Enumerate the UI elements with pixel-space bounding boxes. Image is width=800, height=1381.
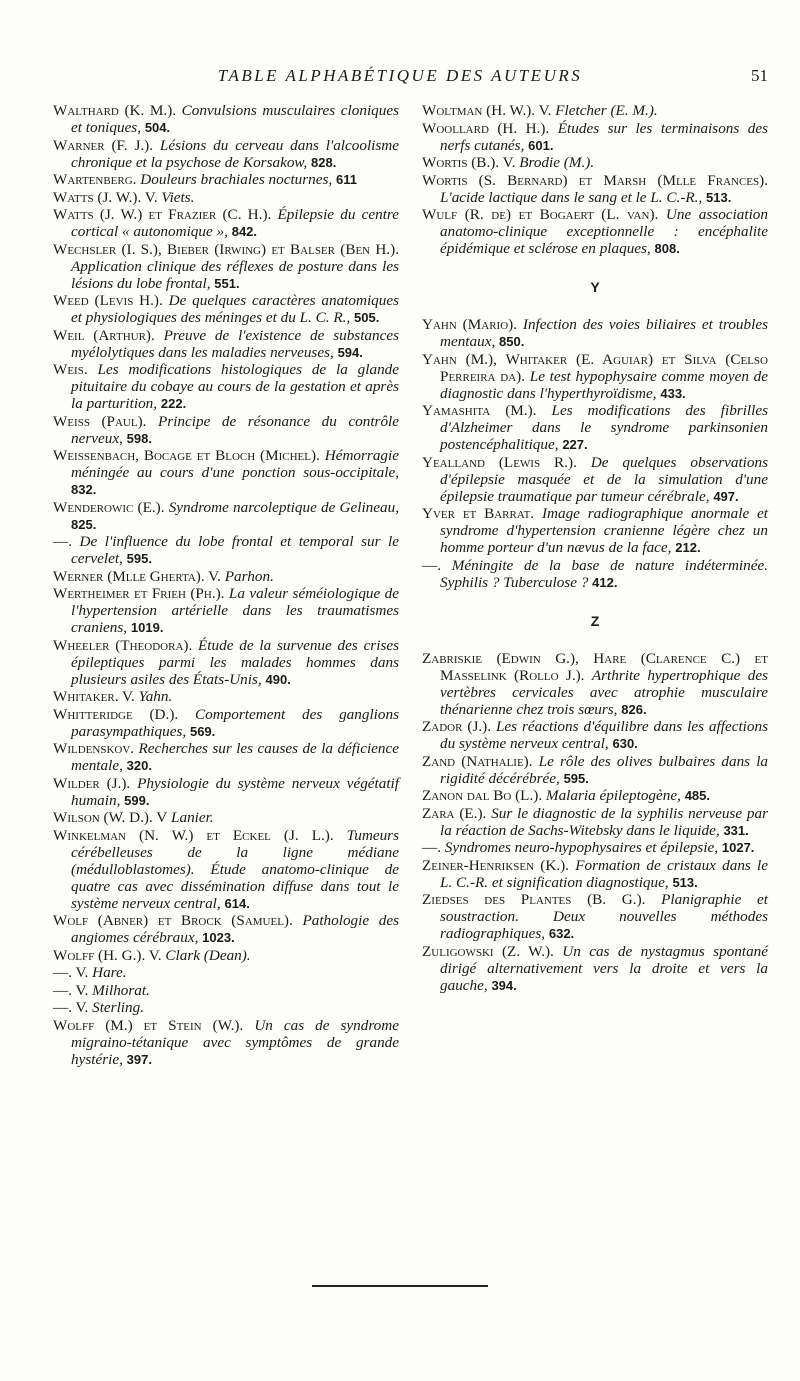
end-rule [312,1285,488,1287]
entry-page-ref: 594. [337,344,363,360]
entry-author: Wechsler (I. S.), Bieber (Irwing) et Balser (Ben H.). [53,240,399,258]
entry-author: Weissenbach, Bocage et Bloch (Michel). [53,447,320,464]
entry-author: Wulf (R. de) et Bogaert (L. van). [422,206,659,223]
entry-title: Étude de la survenue des crises épileptiques parmi les malades hommes dans plusieurs asiles des États-Unis, [71,636,400,688]
entry-title: Comportement des ganglions parasympathiques, [71,705,399,740]
index-entry [422,154,768,171]
index-entry [422,650,768,718]
entry-author: —. V. [53,981,89,999]
entry-author: Zara (E.). [422,804,487,822]
entry-page-ref: 331. [723,822,749,838]
entry-author: Walthard (K. M.). [53,102,177,119]
entry-author: Zeiner-Henriksen (K.). [422,856,569,874]
index-entry [422,402,768,453]
entry-title: De l'influence du lobe frontal et temporal sur le cervelet, [71,533,400,567]
index-entry [53,775,399,809]
entry-title: Lésions du cerveau dans l'alcoolisme chronique et la psychose de Korsakow, [71,136,400,171]
entry-page-ref: 595. [563,770,589,786]
index-entry [53,706,399,740]
entry-author: Zador (J.). [422,718,492,735]
entry-title: Formation de cristaux dans le L. C.-R. et signification diagnostique, [440,856,769,891]
entry-title: Hare. [92,964,127,981]
index-entry [53,292,399,326]
entry-title: Syndromes neuro-hypophysaires et épilepsie, [444,839,719,856]
entry-author: Weis. [53,361,88,378]
entry-title: Physiologie du système nerveux végétatif humain, [71,774,399,809]
left-column [53,102,399,1068]
entry-title: L'acide lactique dans le sang et le L. C.-R., [440,188,703,206]
entry-author: —. V. [53,964,89,981]
entry-page-ref: 1019. [130,620,164,635]
entry-author: Yamashita (M.). [422,402,537,419]
index-entry [53,102,399,136]
entry-title: Tumeurs cérébelleuses de la ligne médiane (médulloblastomes). Étude anatomo-clinique de quatre cas avec dissémination diffuse dans tout le système nerveux central, [71,826,399,912]
index-entry [422,557,768,591]
entry-author: Zabriskie (Edwin G.), Hare (Clarence C.) et Masselink (Rollo J.). [422,649,768,684]
index-entry [422,891,768,942]
index-entry [422,102,768,119]
entry-page-ref: 513. [706,189,732,205]
page-number: 51 [751,66,768,85]
index-entry [422,857,768,891]
index-entry [53,241,399,292]
index-entry [422,172,768,206]
entry-author: Wortis (S. Bernard) et Marsh (Mlle Frances). [422,171,768,189]
entry-page-ref: 397. [126,1051,152,1067]
entry-title: Principe de résonance du contrôle nerveux, [71,412,400,447]
entry-title: La valeur séméiologique de l'hypertension artérielle dans les traumatismes craniens, [71,585,400,636]
entry-author: Warner (F. J.). [53,136,154,154]
entry-title: Un cas de nystagmus spontané dirigé alternativement vers la droite et vers la gauche, [440,942,768,994]
index-entry [422,839,768,856]
entry-title: Clark (Dean). [165,946,251,964]
entry-page-ref: 504. [144,120,171,135]
entry-author: Ziedses des Plantes (B. G.). [422,891,646,908]
index-entry [53,171,399,188]
entry-title: Yahn. [138,688,173,705]
entry-page-ref: 412. [592,574,618,590]
entry-title: Sur le diagnostic de la syphilis nerveuse par la réaction de Sachs-Witebsky dans le liquide, [440,804,768,839]
entry-list-w-continued [422,102,768,257]
index-entry [53,361,399,412]
entry-page-ref: 850. [499,334,525,349]
entry-title: Douleurs brachiales nocturnes, [140,171,333,188]
index-entry [53,327,399,361]
index-entry [53,1017,399,1068]
entry-author: Wildenskov. [53,740,135,757]
entry-page-ref: 433. [660,385,686,401]
entry-title: Convulsions musculaires cloniques et toniques, [71,102,400,136]
entry-title: Le test hypophysaire comme moyen de diagnostic dans l'hyperthyroïdisme, [440,367,769,402]
entry-page-ref: 599. [124,792,150,808]
index-entry [53,947,399,964]
entry-author: Zanon dal Bo (L.). [422,787,543,804]
entry-author: Winkelman (N. W.) et Eckel (J. L.). [53,826,334,844]
entry-list-z [422,650,768,994]
entry-author: Whitteridge (D.). [53,705,179,723]
section-letter-z: Z [590,612,600,629]
entry-author: —. [422,556,441,574]
index-entry [53,637,399,688]
entry-title: Syndrome narcoleptique de Gelineau, [168,498,400,516]
entry-page-ref: 394. [491,977,517,993]
entry-author: Yver et Barrat. [422,505,535,522]
index-entry [422,316,768,350]
entry-page-ref: 1023. [202,930,235,945]
entry-author: Woollard (H. H.). [422,119,550,137]
entry-title: Le rôle des olives bulbaires dans la rigidité décérébrée, [440,752,769,787]
entry-page-ref: 490. [265,671,291,687]
entry-page-ref: 601. [528,137,554,153]
index-entry [53,999,399,1016]
entry-author: Wolff (M.) et Stein (W.). [53,1016,244,1034]
entry-list-y [422,316,768,591]
entry-author: Wartenberg. [53,171,137,188]
entry-page-ref: 632. [548,926,575,941]
entry-title: Infection des voies biliaires et troubles mentaux, [440,316,768,350]
entry-page-ref: 826. [621,701,647,717]
entry-page-ref: 485. [684,788,710,803]
entry-title: Les réactions d'équilibre dans les affections du système nerveux central, [440,718,768,752]
entry-author: Werner (Mlle Gherta). V. [53,567,221,585]
entry-title: Hémorragie méningée au cours d'une ponction sous-occipitale, [71,447,399,481]
entry-author: Watts (J. W.). V. [53,188,158,206]
index-entry [422,351,768,402]
entry-title: Études sur les terminaisons des nerfs cutanés, [440,119,769,154]
index-entry [422,718,768,752]
entry-title: Parhon. [224,567,274,585]
entry-title: Arthrite hypertrophique des vertèbres cervicales avec atrophie musculaire thénarienne chez trois sœurs, [440,666,769,718]
index-entry [422,454,768,505]
entry-page-ref: 595. [126,551,152,566]
entry-title: Preuve de l'existence de substances myélolytiques dans les maladies nerveuses, [71,326,400,361]
entry-title: Milhorat. [92,981,150,999]
index-entry [422,206,768,257]
entry-author: Zand (Nathalie). [422,752,533,770]
entry-page-ref: 808. [654,241,680,256]
entry-page-ref: 832. [71,482,97,497]
entry-title: Brodie (M.). [519,154,595,171]
entry-author: Wenderowic (E.). [53,498,165,516]
index-entry [53,740,399,774]
entry-page-ref: 828. [311,154,337,170]
index-entry [53,827,399,912]
entry-page-ref: 212. [675,540,701,555]
index-entry [53,585,399,636]
index-entry [53,137,399,171]
entry-title: Les modifications histologiques de la glande pituitaire du cobaye au cours de la gestation et après la parturition, [71,361,400,412]
index-entry [53,499,399,533]
entry-title: Lanier. [171,809,214,826]
entry-page-ref: 842. [231,224,258,239]
entry-page-ref: 505. [354,310,380,325]
entry-title: Recherches sur les causes de la déficience mentale, [71,740,400,774]
running-title: TABLE ALPHABÉTIQUE DES AUTEURS [217,66,583,85]
entry-author: Wheeler (Theodora). [53,636,193,654]
page-header [0,66,800,86]
entry-title: De quelques caractères anatomiques et physiologiques des méninges et du L. C. R., [71,292,400,326]
entry-page-ref: 551. [214,275,240,291]
index-entry [53,413,399,447]
entry-page-ref: 1027. [721,840,755,855]
entry-author: Wolf (Abner) et Brock (Samuel). [53,912,293,929]
entry-author: —. [53,533,72,550]
entry-author: Watts (J. W.) et Frazier (C. H.). [53,206,272,223]
entry-title: Image radiographique anormale et syndrome d'hypertension cranienne légère chez un homme porteur d'un nævus de la face, [440,505,768,556]
index-entry [422,787,768,804]
entry-author: —. [422,839,441,856]
entry-title: Épilepsie du centre cortical « autonomique », [71,206,400,240]
index-entry [422,943,768,994]
entry-title: Malaria épileptogène, [545,787,681,804]
entry-author: Yahn (M.), Whitaker (E. Aguiar) et Silva (Celso Perreira da). [422,350,768,385]
entry-title: Une association anatomo-clinique exceptionnelle : encéphalite épidémique et sclérose en plaques, [440,206,768,257]
entry-author: Weil (Arthur). [53,326,155,344]
entry-page-ref: 222. [160,396,187,411]
entry-author: Wolff (H. G.). V. [53,946,162,964]
entry-author: Zuligowski (Z. W.). [422,942,554,960]
index-entry [53,206,399,240]
entry-author: Woltman (H. W.). V. [422,102,552,119]
index-entry [53,189,399,206]
entry-title: Méningite de la base de nature indéterminée. Syphilis ? Tuberculose ? [440,556,769,591]
index-entry [53,964,399,981]
entry-author: Yahn (Mario). [422,316,517,333]
entry-page-ref: 611 [336,172,357,187]
entry-title: Planigraphie et soustraction. Deux nouvelles méthodes radiographiques, [440,891,768,942]
entry-page-ref: 598. [126,430,152,446]
index-entry [53,447,399,498]
entry-author: Wortis (B.). V. [422,154,516,171]
entry-title: Un cas de syndrome migraino-tétanique avec symptômes de grande hystérie, [71,1016,399,1068]
entry-author: Wilder (J.). [53,774,131,792]
entry-page-ref: 825. [71,516,97,532]
entry-page-ref: 320. [126,758,152,773]
section-letter-y: Y [590,279,600,295]
entry-title: Pathologie des angiomes cérébraux, [71,912,400,946]
entry-page-ref: 227. [562,437,588,452]
entry-title: Fletcher (E. M.). [555,102,658,119]
entry-title: Sterling. [92,999,144,1016]
index-entry [422,805,768,839]
index-entry [53,533,399,567]
index-entry [53,982,399,999]
entry-title: Viets. [161,188,195,206]
entry-author: Weed (Levis H.). [53,292,163,309]
index-entry [53,688,399,705]
entry-title: De quelques observations d'épilepsie masquée et de la simulation d'une épilepsie traumatique par tumeur cérébrale, [440,453,768,505]
entry-author: Yealland (Lewis R.). [422,453,577,471]
index-entry [422,753,768,787]
entry-page-ref: 614. [224,895,250,911]
entry-title: Les modifications des fibrilles d'Alzheimer dans le syndrome parkinsonien postencéphalitique, [440,402,769,453]
entry-page-ref: 497. [713,488,739,504]
index-entry [53,809,399,826]
index-entry [422,505,768,556]
entry-author: Wertheimer et Frieh (Ph.). [53,585,225,602]
entry-page-ref: 630. [612,736,638,751]
entry-author: Wilson (W. D.). V [53,809,168,826]
entry-page-ref: 513. [672,874,698,890]
entry-title: Application clinique des réflexes de posture dans les lésions du lobe frontal, [71,257,399,292]
index-entry [422,120,768,154]
index-entry [53,912,399,946]
entry-page-ref: 569. [189,723,216,739]
right-column [422,102,768,994]
index-entry [53,568,399,585]
entry-author: Whitaker. V. [53,688,135,705]
entry-author: —. V. [53,999,89,1016]
entry-list-w [53,102,399,1068]
entry-author: Weiss (Paul). [53,412,147,430]
